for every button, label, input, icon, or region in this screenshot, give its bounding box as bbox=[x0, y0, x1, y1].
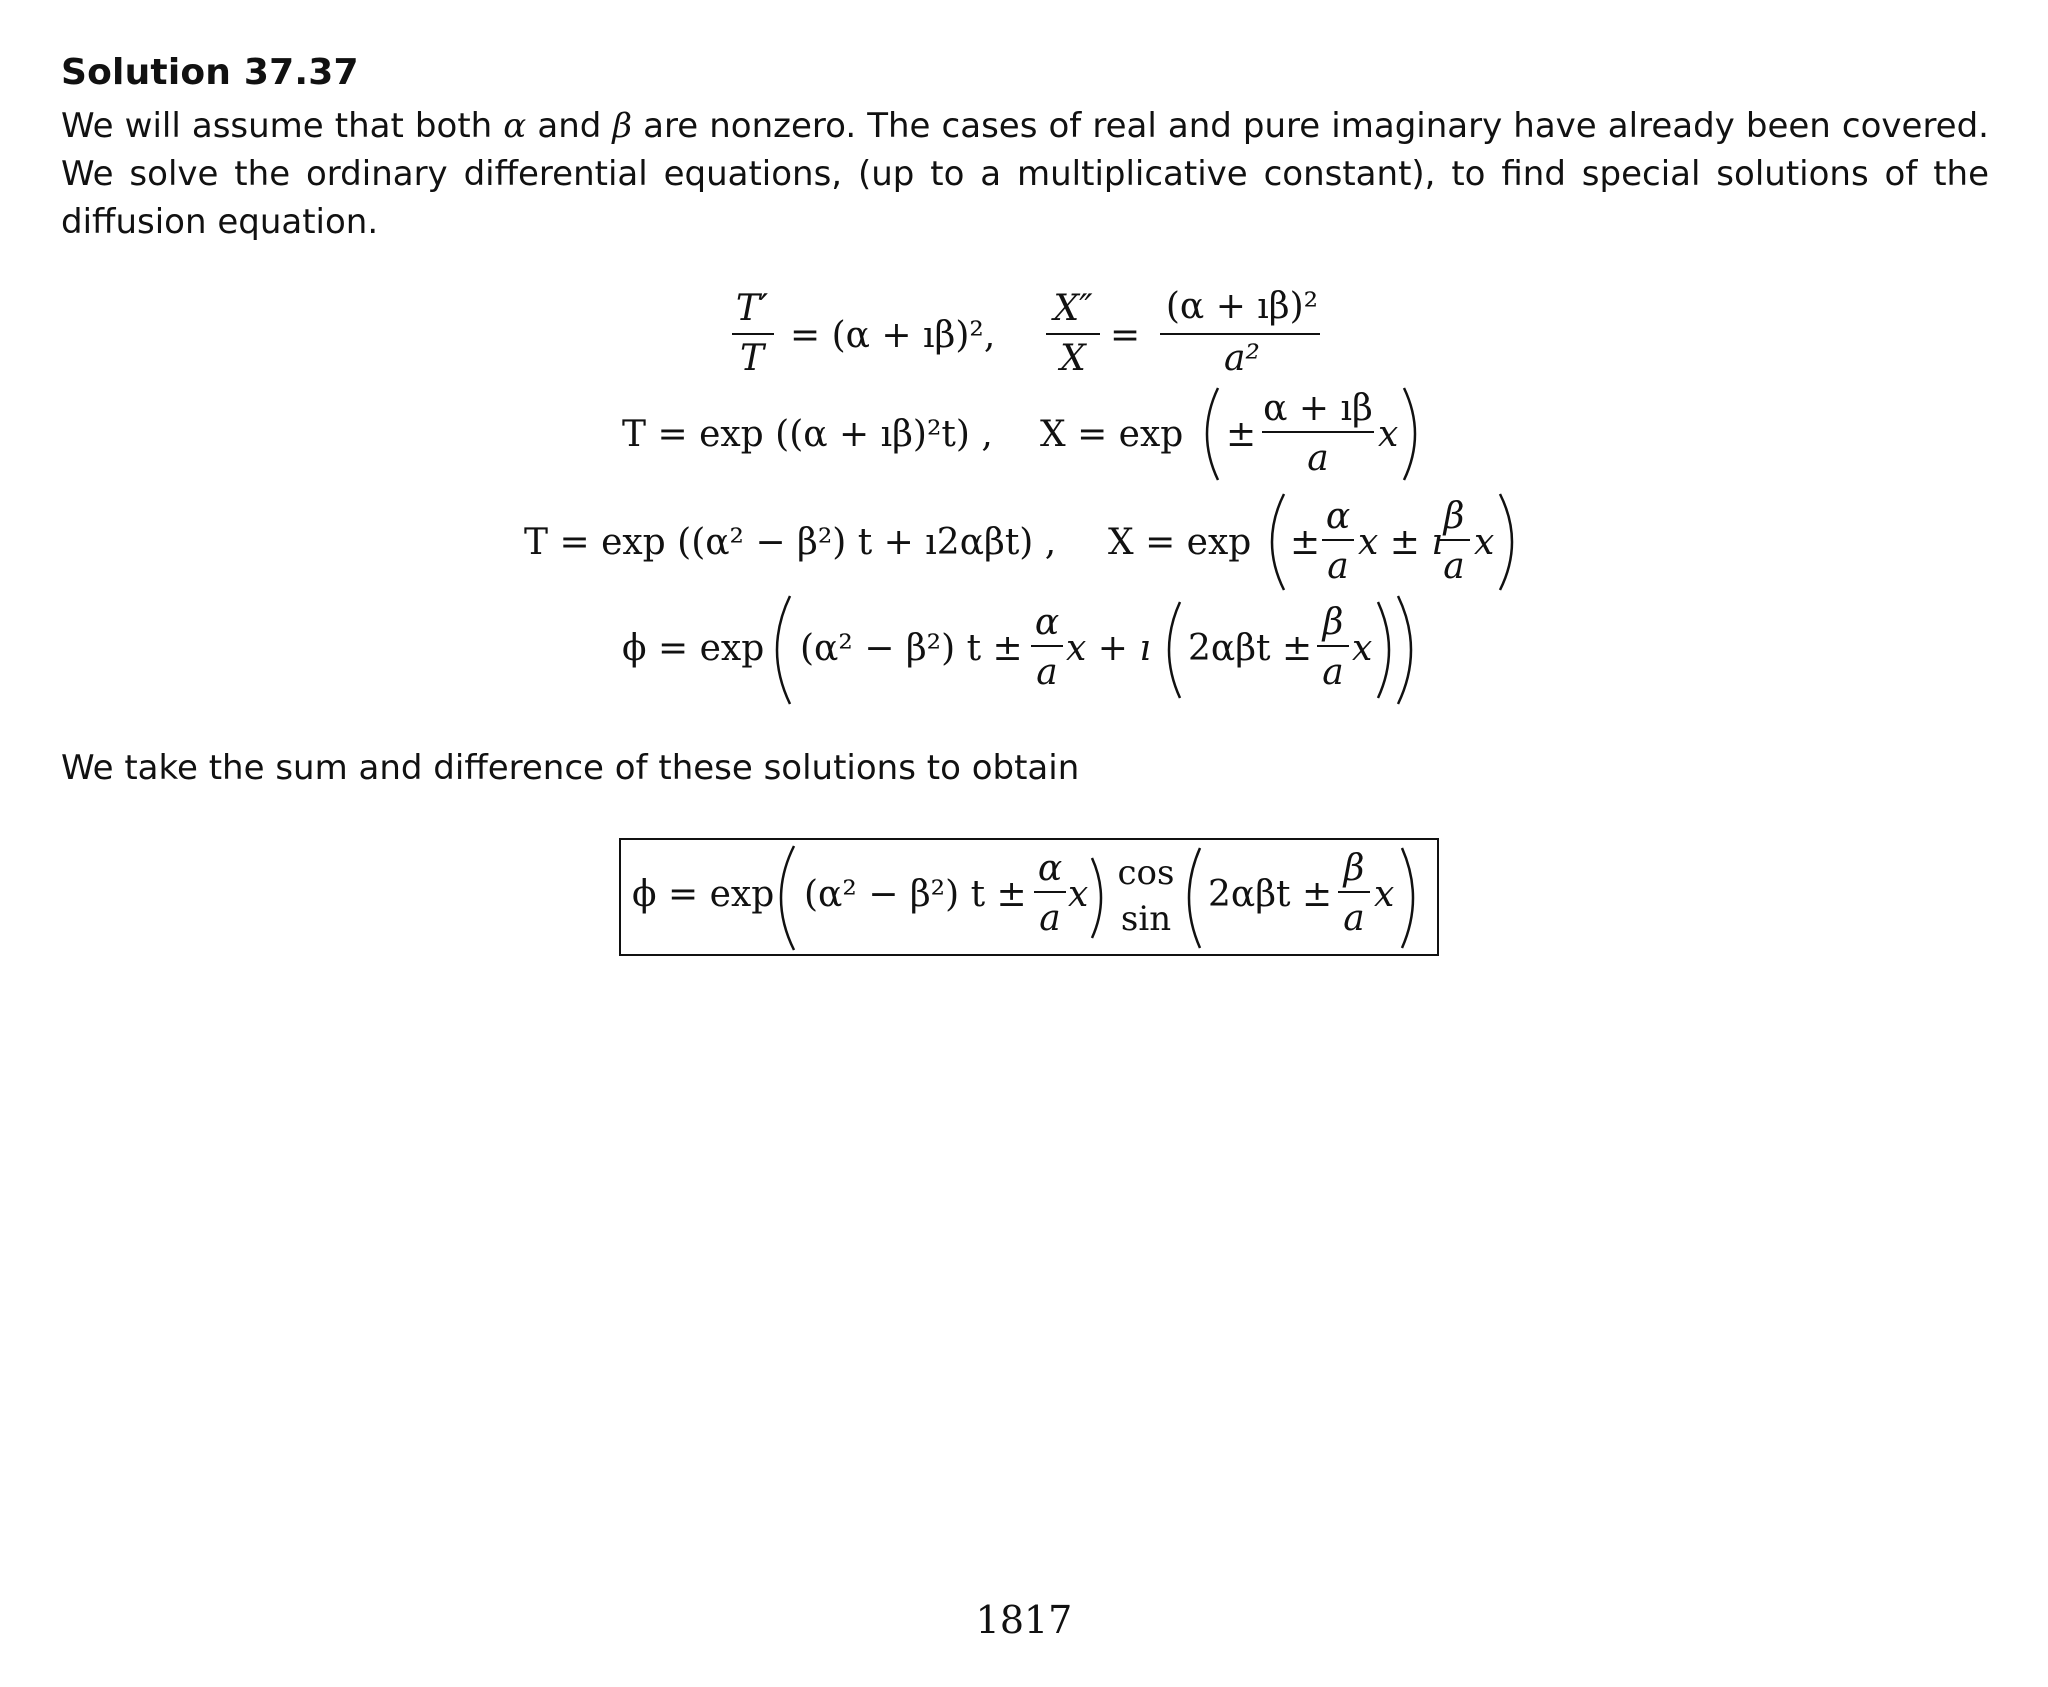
inner-left-paren bbox=[1189, 848, 1200, 948]
intro-text-part3: are nonzero. The cases of real and pure imaginary have already been covered. We solve the ordinary differential equations, (up to a multiplicative constant), to find special solutions of the diffusion equation. bbox=[61, 106, 1989, 242]
inner-right-paren bbox=[1402, 848, 1413, 948]
equation-rhs-1: = (α + ıβ)², bbox=[790, 315, 996, 356]
variable-x: x bbox=[1474, 522, 1495, 563]
variable-x: x bbox=[1374, 874, 1395, 915]
frac-xpp-num: X″ bbox=[1053, 288, 1093, 329]
frac-num: α + ıβ bbox=[1263, 388, 1373, 429]
frac1-num: α bbox=[1037, 848, 1063, 889]
plus-minus: ± bbox=[1290, 522, 1321, 563]
frac1-den: a bbox=[1327, 546, 1349, 587]
variable-x: x bbox=[1378, 414, 1399, 455]
frac-rhs-num: (α + ıβ)² bbox=[1165, 286, 1319, 327]
frac2-den: a bbox=[1322, 652, 1344, 693]
x-plus-minus-i: x ± ı bbox=[1358, 522, 1443, 563]
frac-xpp-den: X bbox=[1060, 338, 1086, 379]
equation-t-exp-expanded: T = exp ((α² − β²) t + ı2αβt) , bbox=[524, 522, 1057, 563]
frac2-num: β bbox=[1343, 848, 1365, 889]
variable-x: x bbox=[1352, 628, 1373, 669]
frac1-num: α bbox=[1325, 496, 1351, 537]
page-number: 1817 bbox=[975, 1598, 1073, 1642]
equals-sign: = bbox=[1110, 315, 1141, 356]
frac2-num: β bbox=[1443, 496, 1465, 537]
phi-exp: ϕ = exp bbox=[622, 628, 765, 669]
inner-expression-2: 2αβt ± bbox=[1208, 874, 1333, 915]
equation-t-exp: T = exp ((α + ıβ)²t) , bbox=[622, 414, 993, 455]
frac2-num: β bbox=[1322, 602, 1344, 643]
frac1-num: α bbox=[1034, 602, 1060, 643]
solution-heading: Solution 37.37 bbox=[61, 52, 359, 93]
frac2-den: a bbox=[1443, 546, 1465, 587]
frac-tprime-num: T′ bbox=[735, 288, 769, 329]
plus-minus: ± bbox=[1226, 414, 1257, 455]
variable-x: x bbox=[1068, 874, 1089, 915]
alpha-symbol: α bbox=[503, 106, 527, 146]
inner-expression: (α² − β²) t ± bbox=[800, 628, 1023, 669]
conclusion-paragraph: We take the sum and difference of these solutions to obtain bbox=[61, 748, 1080, 788]
beta-symbol: β bbox=[612, 106, 633, 146]
inner-expression: (α² − β²) t ± bbox=[804, 874, 1027, 915]
frac-den: a bbox=[1307, 438, 1329, 479]
equation-x-exp-expanded: X = exp bbox=[1108, 522, 1252, 563]
outer-left-paren bbox=[781, 846, 794, 950]
frac1-den: a bbox=[1039, 898, 1061, 939]
frac-rhs-den: a² bbox=[1224, 338, 1260, 379]
frac2-den: a bbox=[1343, 898, 1365, 939]
frac-tprime-den: T bbox=[739, 338, 765, 379]
x-plus-i: x + ı bbox=[1066, 628, 1151, 669]
sin-label: sin bbox=[1120, 899, 1172, 939]
phi-exp: ϕ = exp bbox=[632, 874, 775, 915]
inner-expression-2: 2αβt ± bbox=[1188, 628, 1313, 669]
cos-label: cos bbox=[1117, 853, 1175, 893]
frac1-den: a bbox=[1036, 652, 1058, 693]
intro-text-part2: and bbox=[526, 106, 613, 146]
outer-right-paren bbox=[1092, 858, 1101, 938]
intro-text-part1: We will assume that both bbox=[61, 106, 504, 146]
equation-x-exp: X = exp bbox=[1040, 414, 1184, 455]
